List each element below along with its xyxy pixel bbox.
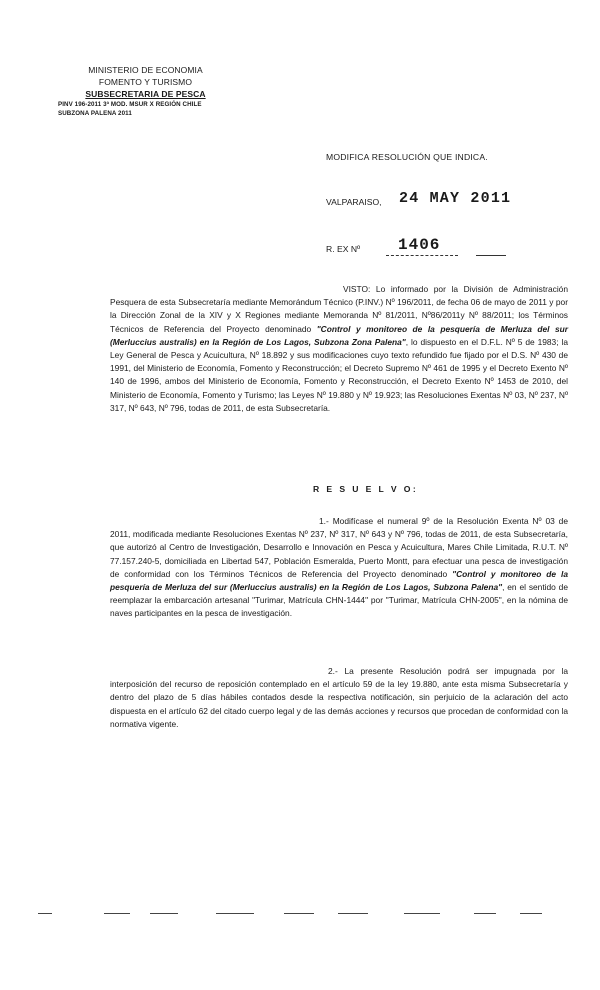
item1-text-2: , en el sentido de reemplazar la embarcación artesanal "Turimar, Matrícula CHN-1444" por "Turimar, Matrícula CHN-2005", en la nómina de naves participantes en la pesca de investigación. — [110, 582, 569, 619]
footer-rule — [150, 913, 178, 914]
footer-rule — [520, 913, 542, 914]
visto-text-2: , lo dispuesto en el D.F.L. Nº 5 de 1983; la Ley General de Pesca y Acuicultura, Nº 18.892 y sus modificaciones cuyo texto refundido fue fijado por el D.S. Nº 430 de 1991, del Ministerio de Economía, Fomento y Reconstrucción; el Decreto Supremo Nº 461 de 1995 y el Decreto Exento Nº 140 de 1996, ambos del Ministerio de Economía, Fomento y Reconstrucción, el Decreto Exento Nº 1453 de 2010, del Ministerio de Economía, Fomento y Turismo; las Leyes Nº 19.880 y Nº 19.923; las Resoluciones Exentas Nº 03, Nº 237, Nº 317, Nº 643, Nº 796, todas de 2011, de esta Subsecretaría. — [110, 336, 568, 413]
subsecretaria-name: SUBSECRETARIA DE PESCA — [85, 89, 206, 99]
item2-text: 2.- La presente Resolución podrá ser impugnada por la interposición del recurso de reposición contemplado en el artículo 59 de la ley 19.880, ante esta misma Subsecretaría y dentro del plazo de 5 días hábiles contados desde la respectiva notificación, sin perjuicio de la aclaración del acto dispuesta en el artículo 62 del citado cuerpo legal y de las demás acciones y recursos que procedan de conformidad con la normativa vigente. — [110, 666, 568, 729]
rex-label: R. EX Nº — [326, 244, 361, 254]
date-stamp: 24 MAY 2011 — [399, 190, 512, 207]
footer-rule — [216, 913, 254, 914]
reference-code: PINV 196-2011 3ª MOD. MSUR X REGIÓN CHILE — [58, 101, 202, 108]
footer-rule — [474, 913, 496, 914]
ministry-name-line2: FOMENTO Y TURISMO — [98, 77, 193, 87]
resolution-item-1 — [110, 515, 568, 621]
visto-text-1: VISTO: Lo informado por la División de Administración Pesquera de esta Subsecretaría mediante Memorándum Técnico (P.INV.) Nº 196/2011, de fecha 06 de mayo de 2011 y por la Dirección Zonal de la XIV y X Regiones mediante Memoranda Nº 81/2011, Nº86/2011y Nº 88/2011; los Términos Técnicos de Referencia del Proyecto denominado — [110, 284, 568, 334]
reference-subzone: SUBZONA PALENA 2011 — [58, 110, 132, 117]
project-name: "Control y monitoreo de la pesquería de Merluza del sur (Merluccius australis) en la Región de Los Lagos, Subzona Zona Palena" — [110, 323, 569, 347]
place-label: VALPARAISO, — [326, 197, 382, 207]
resolution-number: 1406 — [398, 236, 441, 254]
footer-rule — [284, 913, 314, 914]
rex-underline — [386, 255, 458, 256]
visto-paragraph — [110, 283, 568, 415]
footer-rule — [338, 913, 368, 914]
resolution-item-2 — [110, 665, 568, 731]
ministry-name: MINISTERIO DE ECONOMIA — [88, 65, 203, 75]
item1-text-1: 1.- Modifícase el numeral 9º de la Resolución Exenta Nº 03 de 2011, modificada mediante Resoluciones Exentas Nº 237, Nº 317, Nº 643 y Nº 796, todas de 2011, de esta Subsecretaría, que autorizó al Centro de Investigación, Desarrollo e Innovación en Pesca y Acuicultura, Mares Chile Limitada, R.U.T. Nº 77.157.240-5, domiciliada en Libertad 547, Población Esmeralda, Puerto Montt, para efectuar una pesca de investigación de conformidad con los Términos Técnicos de Referencia del Proyecto denominado — [110, 516, 568, 579]
letterhead — [58, 64, 233, 118]
item1-project-name: "Control y monitoreo de la pesquería de Merluza del sur (Merluccius australis) en la Región de Los Lagos, Subzona Palena" — [110, 568, 568, 593]
footer-rule — [104, 913, 130, 914]
footer-rule — [38, 913, 52, 914]
footer-rule — [404, 913, 440, 914]
document-subject: MODIFICA RESOLUCIÓN QUE INDICA. — [326, 152, 488, 162]
resuelvo-heading: R E S U E L V O: — [313, 484, 419, 494]
rex-underline-tail — [476, 255, 506, 256]
